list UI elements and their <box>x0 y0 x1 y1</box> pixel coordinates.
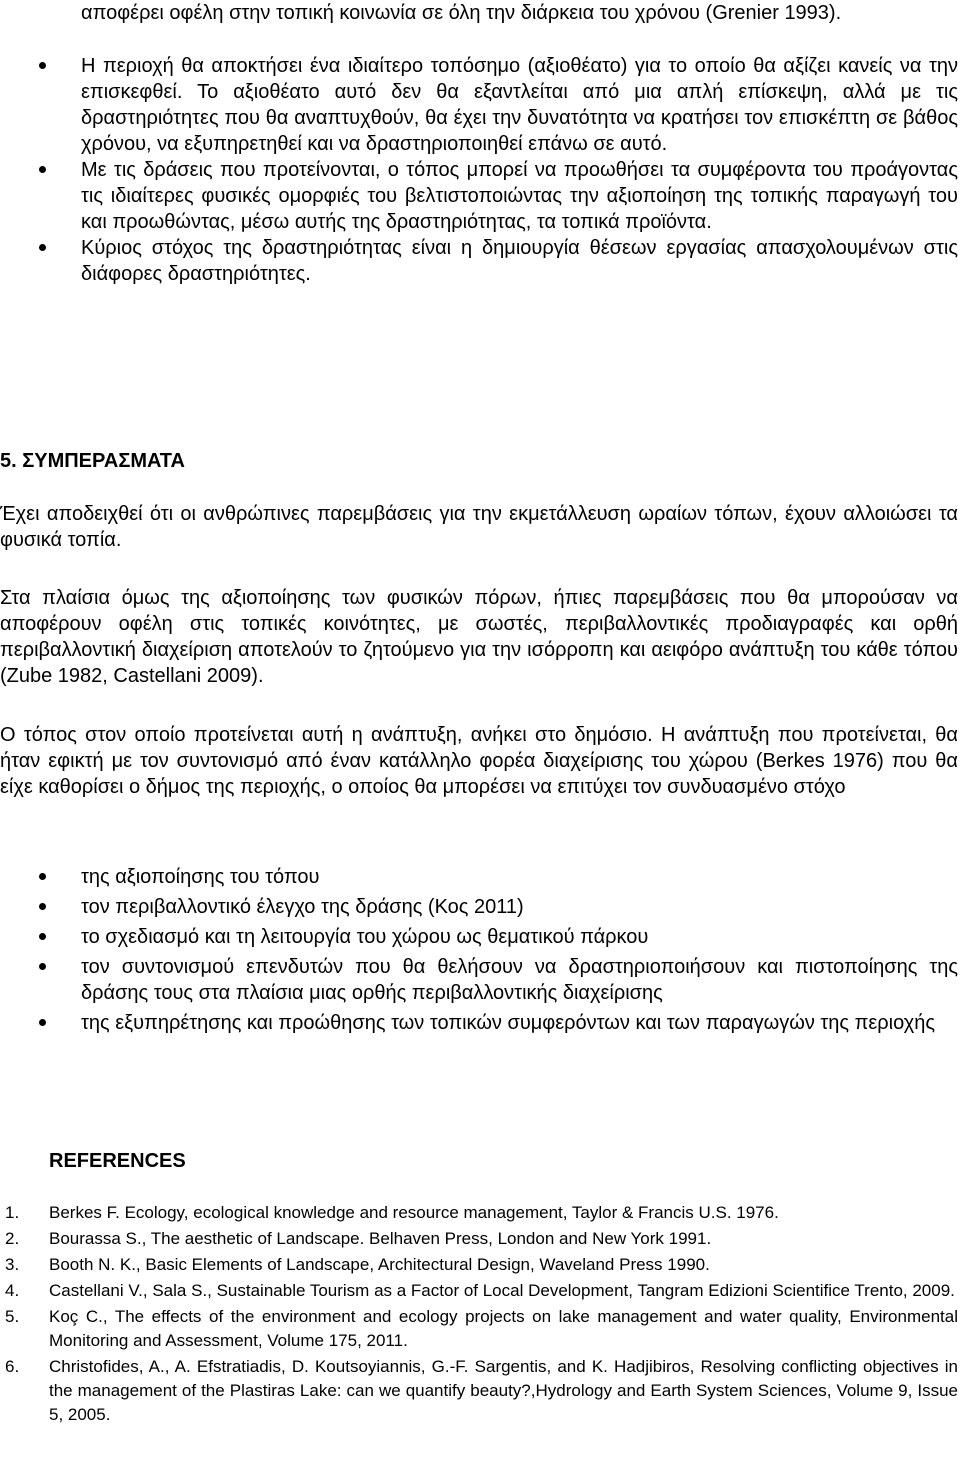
reference-item <box>0 1355 958 1427</box>
reference-item <box>0 1201 958 1225</box>
reference-text: Castellani V., Sala S., Sustainable Tourism as a Factor of Local Development, Tangram Edizioni Scientifice Trento, 2009. <box>49 1281 955 1300</box>
references-list <box>0 1201 958 1429</box>
reference-text: Booth N. K., Basic Elements of Landscape, Architectural Design, Waveland Press 1990. <box>49 1255 710 1274</box>
paragraph: Έχει αποδειχθεί ότι οι ανθρώπινες παρεμβάσεις για την εκμετάλλευση ωραίων τόπων, έχουν αλλοιώσει τα φυσικά τοπία. <box>0 503 958 551</box>
bullet-list-top <box>0 53 958 287</box>
bullet-item: Κύριος στόχος της δραστηριότητας είναι η δημιουργία θέσεων εργασίας απασχολουμένων στις διάφορες δραστηριότητες. <box>0 235 958 287</box>
paragraph: Στα πλαίσια όμως της αξιοποίησης των φυσικών πόρων, ήπιες παρεμβάσεις που θα μπορούσαν να αποφέρουν οφέλη στις τοπικές κοινότητες, με σωστές, περιβαλλοντικές προδιαγραφές και ορθή περιβαλλοντική διαχείριση αποτελούν το ζητούμενο για την ισόρροπη και αειφόρο ανάπτυξη του κάθε τόπου (Zube 1982, Castellani 2009). <box>0 587 958 687</box>
bullet-item: τον συντονισμού επενδυτών που θα θελήσουν να δραστηριοποιήσουν και πιστοποίησης της δράσης τους στα πλαίσια μιας ορθής περιβαλλοντικής διαχείρισης <box>0 954 958 1006</box>
paragraph: Ο τόπος στον οποίο προτείνεται αυτή η ανάπτυξη, ανήκει στο δημόσιο. Η ανάπτυξη που προτείνεται, θα ήταν εφικτή με τον συντονισμό από έναν κατάλληλο φορέα διαχείρισης του χώρου (Berkes 1976) που θα είχε καθορίσει ο δήμος της περιοχής, ο οποίος θα μπορέσει να επιτύχει τον συνδυασμένο στόχο <box>0 724 958 798</box>
reference-number: 3. <box>5 1255 20 1274</box>
bullet-list-bottom <box>0 864 958 1040</box>
references-heading: REFERENCES <box>49 1150 186 1172</box>
reference-text: Berkes F. Ecology, ecological knowledge and resource management, Taylor & Francis U.S. 1976. <box>49 1203 779 1222</box>
bullet-item: το σχεδιασμό και τη λειτουργία του χώρου ως θεματικού πάρκου <box>0 924 958 950</box>
reference-number: 4. <box>5 1281 20 1300</box>
bullet-item: της αξιοποίησης του τόπου <box>0 864 958 890</box>
bullet-item: τον περιβαλλοντικό έλεγχο της δράσης (Κος 2011) <box>0 894 958 920</box>
reference-item <box>0 1279 958 1303</box>
reference-text: Koç C., The effects of the environment and ecology projects on lake management and water quality, Environmental Monitoring and Assessment, Volume 175, 2011. <box>49 1307 958 1350</box>
reference-text: Christofides, A., A. Efstratiadis, D. Koutsoyiannis, G.-F. Sargentis, and K. Hadjibiros, Resolving conflicting objectives in the management of the Plastiras Lake: can we quantify beauty?,Hydrology and Earth System Sciences, Volume 9, Issue 5, 2005. <box>49 1357 958 1424</box>
reference-number: 1. <box>5 1203 20 1222</box>
reference-item <box>0 1227 958 1251</box>
reference-item <box>0 1305 958 1353</box>
reference-number: 5. <box>5 1307 20 1326</box>
bullet-item: Με τις δράσεις που προτείνονται, ο τόπος μπορεί να προωθήσει τα συμφέροντα του προάγοντας τις ιδιαίτερες φυσικές ομορφιές του βελτιστοποιώντας την αξιοποίηση της τοπικής παραγωγή του και προωθώντας, μέσω αυτής της δραστηριότητας, τα τοπικά προϊόντα. <box>0 157 958 235</box>
reference-number: 6. <box>5 1357 20 1376</box>
bullet-item: Η περιοχή θα αποκτήσει ένα ιδιαίτερο τοπόσημο (αξιοθέατο) για το οποίο θα αξίζει κανείς να την επισκεφθεί. Το αξιοθέατο αυτό δεν θα εξαντλείται από μια απλή επίσκεψη, αλλά με τις δραστηριότητες που θα αναπτυχθούν, θα έχει την δυνατότητα να κρατήσει τον επισκέπτη σε βάθος χρόνου, να εξυπηρετηθεί και να δραστηριοποιηθεί επάνω σε αυτό. <box>0 53 958 157</box>
reference-text: Bourassa S., The aesthetic of Landscape. Belhaven Press, London and New York 1991. <box>49 1229 712 1248</box>
section-heading: 5. ΣΥΜΠΕΡΑΣΜΑΤΑ <box>0 450 185 472</box>
bullet-item: της εξυπηρέτησης και προώθησης των τοπικών συμφερόντων και των παραγωγών της περιοχής <box>0 1010 958 1036</box>
reference-item <box>0 1253 958 1277</box>
reference-number: 2. <box>5 1229 20 1248</box>
intro-continuation: αποφέρει οφέλη στην τοπική κοινωνία σε όλη την διάρκεια του χρόνου (Grenier 1993). <box>81 2 842 24</box>
